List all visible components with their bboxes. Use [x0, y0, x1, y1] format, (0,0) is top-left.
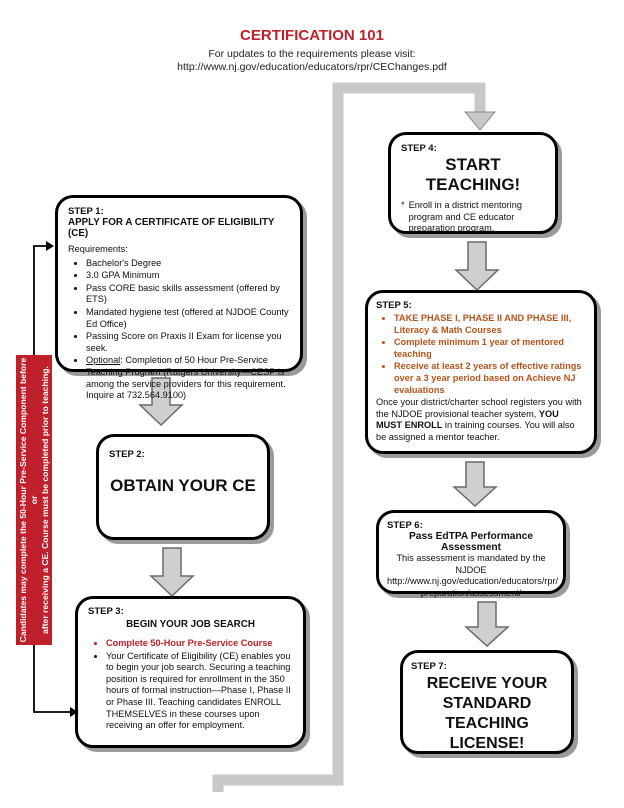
list-item: • Passing Score on Praxis II Exam for license you seek.: [86, 331, 290, 354]
subtitle-line-1: For updates to the requirements please visit:: [208, 48, 416, 60]
list-item: • Complete 50-Hour Pre-Service Course: [106, 638, 293, 650]
step6-line-1: This assessment is mandated by the NJDOE: [396, 553, 546, 575]
step3-list: [88, 638, 293, 732]
step1-requirements-label: Requirements:: [68, 244, 128, 254]
step2-box: [96, 434, 270, 540]
step6-label: STEP 6:: [387, 520, 423, 531]
step4-title: START TEACHING!: [425, 155, 521, 194]
arrow-step4-to-step5: [456, 242, 498, 290]
step5-text-a: Once your district/charter school registers you with the NJDOE provisional teacher system,: [376, 397, 582, 419]
step7-line-3: TEACHING LICENSE!: [445, 715, 529, 752]
step3-box: [75, 596, 306, 748]
step1-title: APPLY FOR A CERTIFICATE OF ELIGIBILITY (CE): [68, 217, 275, 239]
list-item: • Receive at least 2 years of effective ratings over a 3 year period based on Achieve NJ evaluations: [394, 361, 584, 396]
step5-text-b: in training courses. You will also be assigned a mentor teacher.: [376, 420, 575, 442]
bracket-arrow-top: [46, 241, 54, 251]
arrow-step5-to-step6: [454, 462, 496, 506]
step5-box: [365, 290, 597, 454]
list-item: [86, 355, 290, 401]
step5-label: STEP 5:: [376, 300, 412, 311]
step7-line-1: RECEIVE YOUR: [426, 675, 548, 692]
step7-box: [400, 650, 574, 754]
side-note: [16, 355, 52, 645]
route-arrowhead: [465, 112, 495, 130]
subtitle-url: http://www.nj.gov/education/educators/rpr/CEChanges.pdf: [177, 61, 447, 73]
step6-url-line-2: preparation/assessment/: [420, 587, 522, 598]
page-title: CERTIFICATION 101: [240, 27, 384, 44]
step4-text-row: [401, 200, 545, 235]
arrow-step2-to-step3: [151, 548, 193, 596]
step7-line-2: STANDARD: [442, 695, 532, 712]
step7-title: [411, 674, 563, 754]
step5-list: [376, 313, 584, 396]
list-item: • Bachelor's Degree: [86, 258, 290, 270]
step1-requirements-list: [68, 258, 290, 402]
step3-label: STEP 3:: [88, 606, 124, 617]
step6-title: Pass EdTPA Performance Assessment: [409, 531, 533, 553]
optional-label: Optional: [86, 355, 121, 366]
side-note-line-1: Candidates may complete the 50-Hour Pre-Service Component before or: [17, 357, 39, 643]
step3-title: BEGIN YOUR JOB SEARCH: [126, 619, 255, 630]
step7-label: STEP 7:: [411, 661, 447, 672]
step6-box: [376, 510, 566, 598]
bullet-icon: *: [401, 200, 405, 210]
optional-text: : Completion of 50 Hour Pre-Service Teaching Program (Rutgers University—CESP is among the service providers for this requirement. Inquire at 732.564.9100): [86, 355, 286, 401]
step1-box: [55, 195, 303, 401]
list-item: • Your Certificate of Eligibility (CE) enables you to begin your job search. Securing a teaching position is required for enrollment in the 350 hours of formal instruction—Phase I, Phase II or Phase III. Teaching candidates ENROLL THEMSELVES in these courses upon receiving an offer for employment.: [106, 651, 293, 732]
step2-title: OBTAIN YOUR CE: [110, 476, 256, 495]
step2-label: STEP 2:: [109, 449, 145, 460]
step4-box: [388, 132, 558, 234]
list-item: • Mandated hygiene test (offered at NJDOE County Ed Office): [86, 307, 290, 330]
arrow-step6-to-step7: [466, 602, 508, 646]
side-note-text: [16, 355, 52, 645]
list-item: • Pass CORE basic skills assessment (offered by ETS): [86, 283, 290, 306]
step6-url-line-1: http://www.nj.gov/education/educators/rpr/: [387, 576, 559, 587]
list-item: • Complete minimum 1 year of mentored teaching: [394, 337, 584, 360]
step4-text: Enroll in a district mentoring program and CE educator preparation program.: [408, 200, 522, 234]
step1-label: STEP 1:: [68, 206, 104, 217]
list-item: • TAKE PHASE I, PHASE II AND PHASE III, Literacy & Math Courses: [394, 313, 584, 336]
step5-text: [376, 397, 584, 443]
side-note-line-2: after receiving a CE. Course must be completed prior to teaching.: [39, 366, 50, 634]
step5-text-bold: YOU MUST ENROLL: [376, 408, 559, 431]
list-item: • 3.0 GPA Minimum: [86, 270, 290, 282]
step4-label: STEP 4:: [401, 143, 437, 154]
